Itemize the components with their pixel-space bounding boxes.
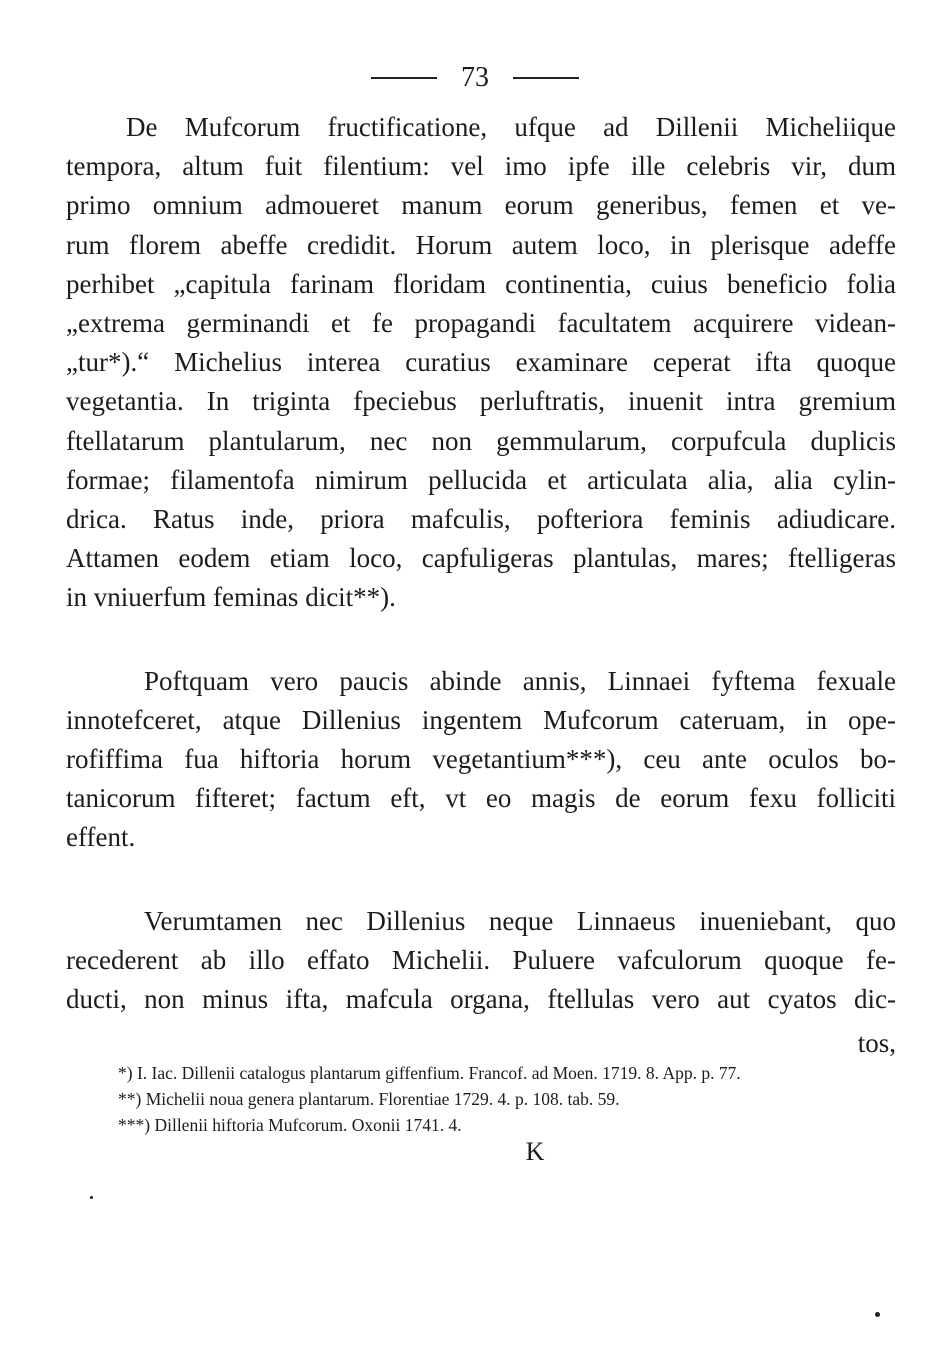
footnotes	[118, 1060, 878, 1138]
text-line: perhibet „capitula farinam floridam continentia, cuius beneficio folia	[66, 268, 896, 299]
ink-speck	[875, 1312, 880, 1317]
text-line: recederent ab illo effato Michelii. Puluere vafculorum quoque fe-	[66, 944, 896, 975]
text-line: tanicorum fifteret; factum eft, vt eo magis de eorum fexu folliciti	[66, 783, 896, 814]
text-line: tempora, altum fuit filentium: vel imo ipfe ille celebris vir, dum	[66, 151, 896, 182]
text-line: ducti, non minus ifta, mafcula organa, ftellulas vero aut cyatos dic-	[66, 984, 896, 1015]
text-line: Poftquam vero paucis abinde annis, Linnaei fyftema fexuale	[144, 665, 896, 696]
paragraph-1	[66, 108, 896, 618]
footnote: ***) Dillenii hiftoria Mufcorum. Oxonii 1741. 4.	[118, 1115, 462, 1135]
paragraph-2	[66, 662, 896, 858]
text-line: in vniuerfum feminas dicit**).	[66, 582, 396, 613]
catchword: tos,	[857, 1028, 896, 1058]
header-rule-left	[371, 77, 437, 79]
text-line: Attamen eodem etiam loco, capfuligeras plantulas, mares; ftelligeras	[66, 543, 896, 574]
text-line: „extrema germinandi et fe propagandi facultatem acquirere videan-	[66, 308, 896, 339]
text-line: drica. Ratus inde, priora mafculis, pofteriora feminis adiudicare.	[66, 504, 896, 535]
text-line: rofiffima fua hiftoria horum vegetantium***), ceu ante oculos bo-	[66, 744, 896, 775]
text-line: vegetantia. In triginta fpeciebus perluftratis, inuenit intra gremium	[66, 386, 896, 417]
text-line: formae; filamentofa nimirum pellucida et articulata alia, alia cylin-	[66, 464, 896, 495]
text-line: innotefceret, atque Dillenius ingentem Mufcorum cateruam, in ope-	[66, 704, 896, 735]
signature-mark: K	[525, 1137, 545, 1166]
ink-speck	[90, 1196, 93, 1199]
text-line: Verumtamen nec Dillenius neque Linnaeus inueniebant, quo	[144, 905, 896, 936]
header-rule-right	[513, 77, 579, 79]
text-line: „tur*).“ Michelius interea curatius examinare ceperat ifta quoque	[66, 347, 896, 378]
main-text	[66, 108, 896, 1019]
text-line: ftellatarum plantularum, nec non gemmularum, corpufcula duplicis	[66, 425, 896, 456]
page-header	[0, 58, 950, 98]
text-line: effent.	[66, 822, 136, 853]
paragraph-gap	[66, 618, 896, 662]
paragraph-3	[66, 902, 896, 1020]
text-line: De Mufcorum fructificatione, ufque ad Dillenii Micheliique	[126, 112, 896, 142]
footnote: **) Michelii noua genera plantarum. Florentiae 1729. 4. p. 108. tab. 59.	[118, 1089, 620, 1109]
footnote: *) I. Iac. Dillenii catalogus plantarum giffenfium. Francof. ad Moen. 1719. 8. App. p. 77.	[118, 1063, 741, 1083]
text-line: primo omnium admoueret manum eorum generibus, femen et ve-	[66, 190, 896, 221]
paragraph-gap	[66, 858, 896, 902]
text-line: rum florem abeffe credidit. Horum autem loco, in plerisque adeffe	[66, 229, 896, 260]
page-number: 73	[461, 62, 489, 93]
